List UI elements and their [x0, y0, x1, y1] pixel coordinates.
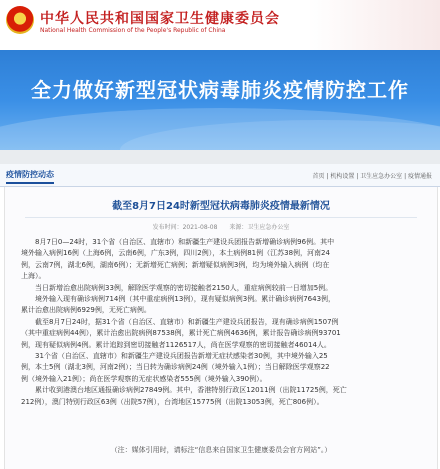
separator-strip	[0, 150, 440, 164]
article-paragraph: 例，现有疑似病例4例。累计追踪到密切接触者1126517人，尚在医学观察的密切接触者46014人。	[21, 340, 331, 349]
organization-name-english: National Health Commission of the People's Republic of China	[40, 27, 226, 34]
article-container	[4, 187, 438, 469]
article-title: 截至8月7日24时新型冠状病毒肺炎疫情最新情况	[112, 201, 330, 212]
article-paragraph: 累计治愈出院病例6929例，无死亡病例。	[21, 306, 151, 315]
article-paragraph: 例，云南7例，湖北6例，湖南6例）；无新增死亡病例；新增疑似病例3例，均为境外输入病例（均在	[21, 260, 330, 269]
article-paragraph: （其中重症病例44例），累计治愈出院病例87538例，累计死亡病例4636例，累计报告确诊病例93701	[21, 329, 341, 338]
banner	[0, 50, 440, 150]
organization-name[interactable]: 中华人民共和国国家卫生健康委员会	[40, 11, 280, 27]
site-header	[0, 0, 440, 50]
section-navbar	[0, 164, 440, 187]
banner-slogan: 全力做好新型冠状病毒肺炎疫情防控工作	[31, 78, 409, 102]
title-divider	[25, 217, 417, 218]
article-body	[21, 237, 427, 408]
section-tab-epidemic-updates[interactable]: 疫情防控动态	[6, 170, 54, 179]
article-paragraph: 8月7日0—24时，31个省（自治区、直辖市）和新疆生产建设兵团报告新增确诊病例96例。其中	[21, 238, 335, 246]
article-paragraph: 例（境外输入21例）；尚在医学观察的无症状感染者555例（境外输入390例）。	[21, 374, 267, 383]
article-paragraph: 当日新增治愈出院病例33例，解除医学观察的密切接触者2150人，重症病例较前一日增加5例。	[21, 283, 333, 292]
national-emblem-icon	[6, 6, 34, 34]
article-paragraph: 截至8月7日24时，据31个省（自治区、直辖市）和新疆生产建设兵团报告，现有确诊病例1507例	[21, 317, 339, 326]
article-meta: 发布时间：2021-08-08 来源：卫生应急办公室	[152, 224, 290, 231]
section-tab-underline	[6, 182, 54, 184]
citation-note: （注：媒体引用时，请标注“信息来自国家卫生健康委员会官方网站”。）	[110, 446, 332, 454]
article-paragraph: 境外输入现有确诊病例714例（其中重症病例13例），现有疑似病例3例。累计确诊病例7643例，	[21, 295, 336, 304]
article-paragraph: 累计收到港澳台地区通报确诊病例27849例。其中，香港特别行政区12011例（出院11725例，死亡	[21, 386, 347, 395]
article-paragraph: 例，本土5例（湖北3例，河南2例）；当日转为确诊病例24例（境外输入1例）；当日解除医学观察22	[21, 363, 330, 372]
breadcrumb[interactable]: 首页 | 机构设置 | 卫生应急办公室 | 疫情通报	[312, 173, 432, 180]
article-paragraph: 212例），澳门特别行政区63例（出院57例），台湾地区15775例（出院13053例，死亡806例）。	[21, 397, 324, 406]
article-paragraph: 31个省（自治区、直辖市）和新疆生产建设兵团报告新增无症状感染者30例，其中境外输入25	[21, 352, 328, 361]
article-paragraph: 境外输入病例16例（上海6例，云南6例，广东3例，四川2例），本土病例81例（江苏38例，河南24	[21, 249, 330, 258]
article-paragraph: 上海）。	[21, 272, 46, 281]
